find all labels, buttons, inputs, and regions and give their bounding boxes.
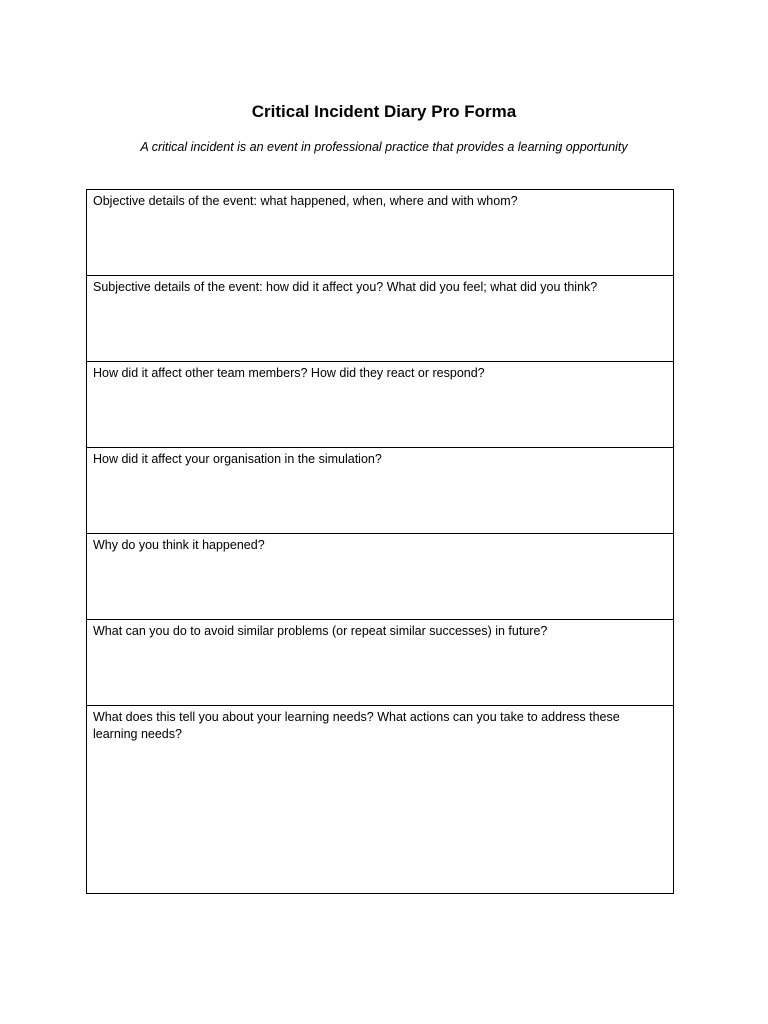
prompt-subjective-details[interactable]: Subjective details of the event: how did it affect you? What did you feel; what did you think? [87, 276, 674, 362]
prompt-learning-needs[interactable]: What does this tell you about your learning needs? What actions can you take to address these learning needs? [87, 706, 674, 894]
form-row-learning-needs [87, 706, 674, 894]
diary-form-table [86, 189, 674, 894]
form-row-team-impact [87, 362, 674, 448]
form-row-objective-details [87, 190, 674, 276]
form-row-future-actions [87, 620, 674, 706]
prompt-cause[interactable]: Why do you think it happened? [87, 534, 674, 620]
form-row-organisation-impact [87, 448, 674, 534]
prompt-future-actions[interactable]: What can you do to avoid similar problems (or repeat similar successes) in future? [87, 620, 674, 706]
prompt-team-impact[interactable]: How did it affect other team members? How did they react or respond? [87, 362, 674, 448]
form-row-cause [87, 534, 674, 620]
document-subtitle: A critical incident is an event in professional practice that provides a learning opportunity [140, 140, 628, 154]
prompt-organisation-impact[interactable]: How did it affect your organisation in the simulation? [87, 448, 674, 534]
prompt-objective-details[interactable]: Objective details of the event: what happened, when, where and with whom? [87, 190, 674, 276]
form-row-subjective-details [87, 276, 674, 362]
document-title: Critical Incident Diary Pro Forma [251, 102, 517, 121]
